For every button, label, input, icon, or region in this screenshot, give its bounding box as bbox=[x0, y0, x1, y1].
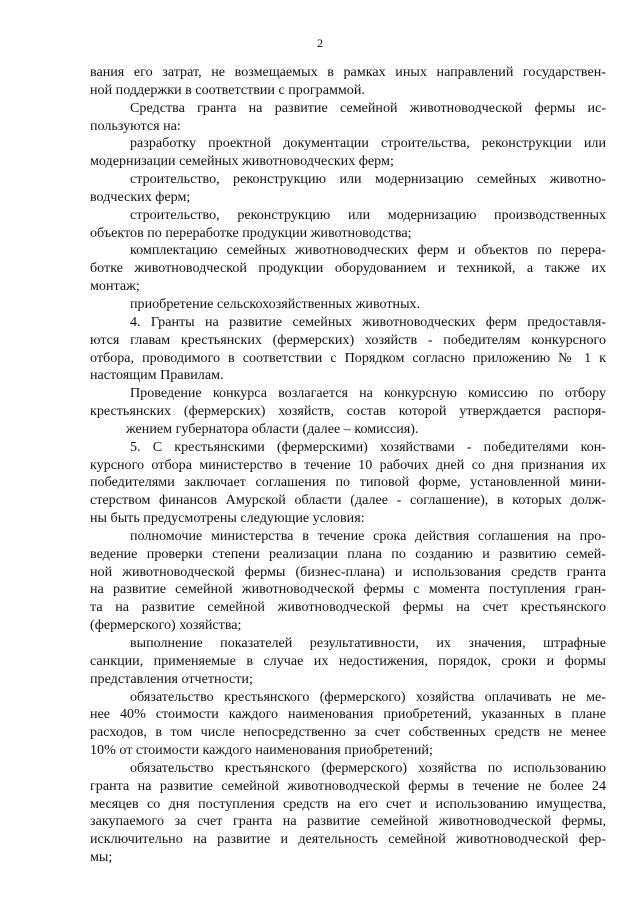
text-line: отбора, проводимого в соответствии с Порядком согласно приложению № 1 к bbox=[90, 349, 606, 366]
text-line: (фермерского) хозяйства; bbox=[90, 617, 242, 634]
text-line: 4. Гранты на развитие семейных животноводческих ферм предоставля- bbox=[130, 313, 606, 330]
text-line: крестьянских (фермерских) хозяйств, состав которой утверждается распоря- bbox=[90, 403, 606, 420]
text-line: выполнение показателей результативности, их значения, штрафные bbox=[130, 635, 606, 651]
text-line: мы; bbox=[90, 849, 113, 866]
text-line: Проведение конкурса возлагается на конкурсную комиссию по отбору bbox=[130, 385, 606, 402]
text-line: ботке животноводческой продукции оборудованием и техникой, а также их bbox=[90, 260, 606, 277]
text-line: пользуются на: bbox=[90, 117, 181, 134]
text-line: строительство, реконструкцию или модернизацию производственных bbox=[130, 206, 606, 223]
text-line: строительство, реконструкцию или модернизацию семейных животно- bbox=[130, 171, 606, 188]
text-line: стерством финансов Амурской области (далее - соглашение), в которых долж- bbox=[90, 492, 606, 509]
text-line: модернизации семейных животноводческих ферм; bbox=[90, 153, 394, 170]
text-line: ной поддержки в соответствии с программой. bbox=[90, 81, 365, 98]
text-line: ведение проверки степени реализации плана по созданию и развитию семей- bbox=[90, 545, 606, 562]
text-line: монтаж; bbox=[90, 278, 140, 295]
text-line: та на развитие семейной животноводческой фермы на счет крестьянского bbox=[90, 599, 606, 616]
text-line: Средства гранта на развитие семейной животноводческой фермы ис- bbox=[130, 99, 606, 116]
text-line: закупаемого за счет гранта на развитие семейной животноводческой фермы, bbox=[90, 813, 606, 830]
text-line: нее 40% стоимости каждого наименования приобретений, указанных в плане bbox=[90, 706, 606, 723]
text-line: на развитие семейной животноводческой фермы с момента поступления гран- bbox=[90, 581, 606, 598]
page-number: 2 bbox=[317, 36, 323, 50]
text-line: исключительно на развитие и деятельность семейной животноводческой фер- bbox=[90, 831, 606, 848]
text-line: санкции, применяемые в случае их недостижения, порядок, сроки и формы bbox=[90, 652, 606, 669]
text-line: полномочие министерства в течение срока действия соглашения на про- bbox=[130, 527, 606, 544]
text-line: ются главам крестьянских (фермерских) хозяйств - победителям конкурсного bbox=[90, 331, 606, 348]
document-body bbox=[90, 64, 606, 867]
text-line: приобретение сельскохозяйственных животных. bbox=[130, 295, 421, 312]
text-line: гранта на развитие семейной животноводческой фермы в течение не более 24 bbox=[90, 777, 606, 794]
text-line: победителями заключает соглашения по типовой форме, установленной мини- bbox=[90, 474, 606, 491]
text-line: вания его затрат, не возмещаемых в рамках иных направлений государствен- bbox=[90, 64, 606, 80]
text-line: комплектацию семейных животноводческих ферм и объектов по перера- bbox=[130, 242, 606, 259]
text-line: расходов, в том числе непосредственно за счет собственных средств не менее bbox=[90, 724, 606, 741]
text-line: представления отчетности; bbox=[90, 670, 253, 687]
text-line: месяцев со дня поступления средств на его счет и использованию имущества, bbox=[90, 795, 606, 812]
text-line: 10% от стоимости каждого наименования приобретений; bbox=[90, 742, 433, 759]
text-line: разработку проектной документации строительства, реконструкции или bbox=[130, 135, 606, 152]
text-line: ны быть предусмотрены следующие условия: bbox=[90, 510, 365, 527]
text-line: ной животноводческой фермы (бизнес-плана) и использования средств гранта bbox=[90, 563, 606, 580]
text-line: жением губернатора области (далее – комиссия). bbox=[126, 420, 419, 437]
text-line: обязательство крестьянского (фермерского) хозяйства оплачивать не ме- bbox=[130, 688, 606, 705]
text-line: водческих ферм; bbox=[90, 188, 191, 205]
text-line: курсного отбора министерство в течение 10 рабочих дней со дня признания их bbox=[90, 456, 606, 473]
text-line: 5. С крестьянскими (фермерскими) хозяйствами - победителями кон- bbox=[130, 438, 606, 455]
text-line: обязательство крестьянского (фермерского) хозяйства по использованию bbox=[130, 759, 606, 776]
text-line: настоящим Правилам. bbox=[90, 367, 224, 384]
text-line: объектов по переработке продукции животноводства; bbox=[90, 224, 412, 241]
